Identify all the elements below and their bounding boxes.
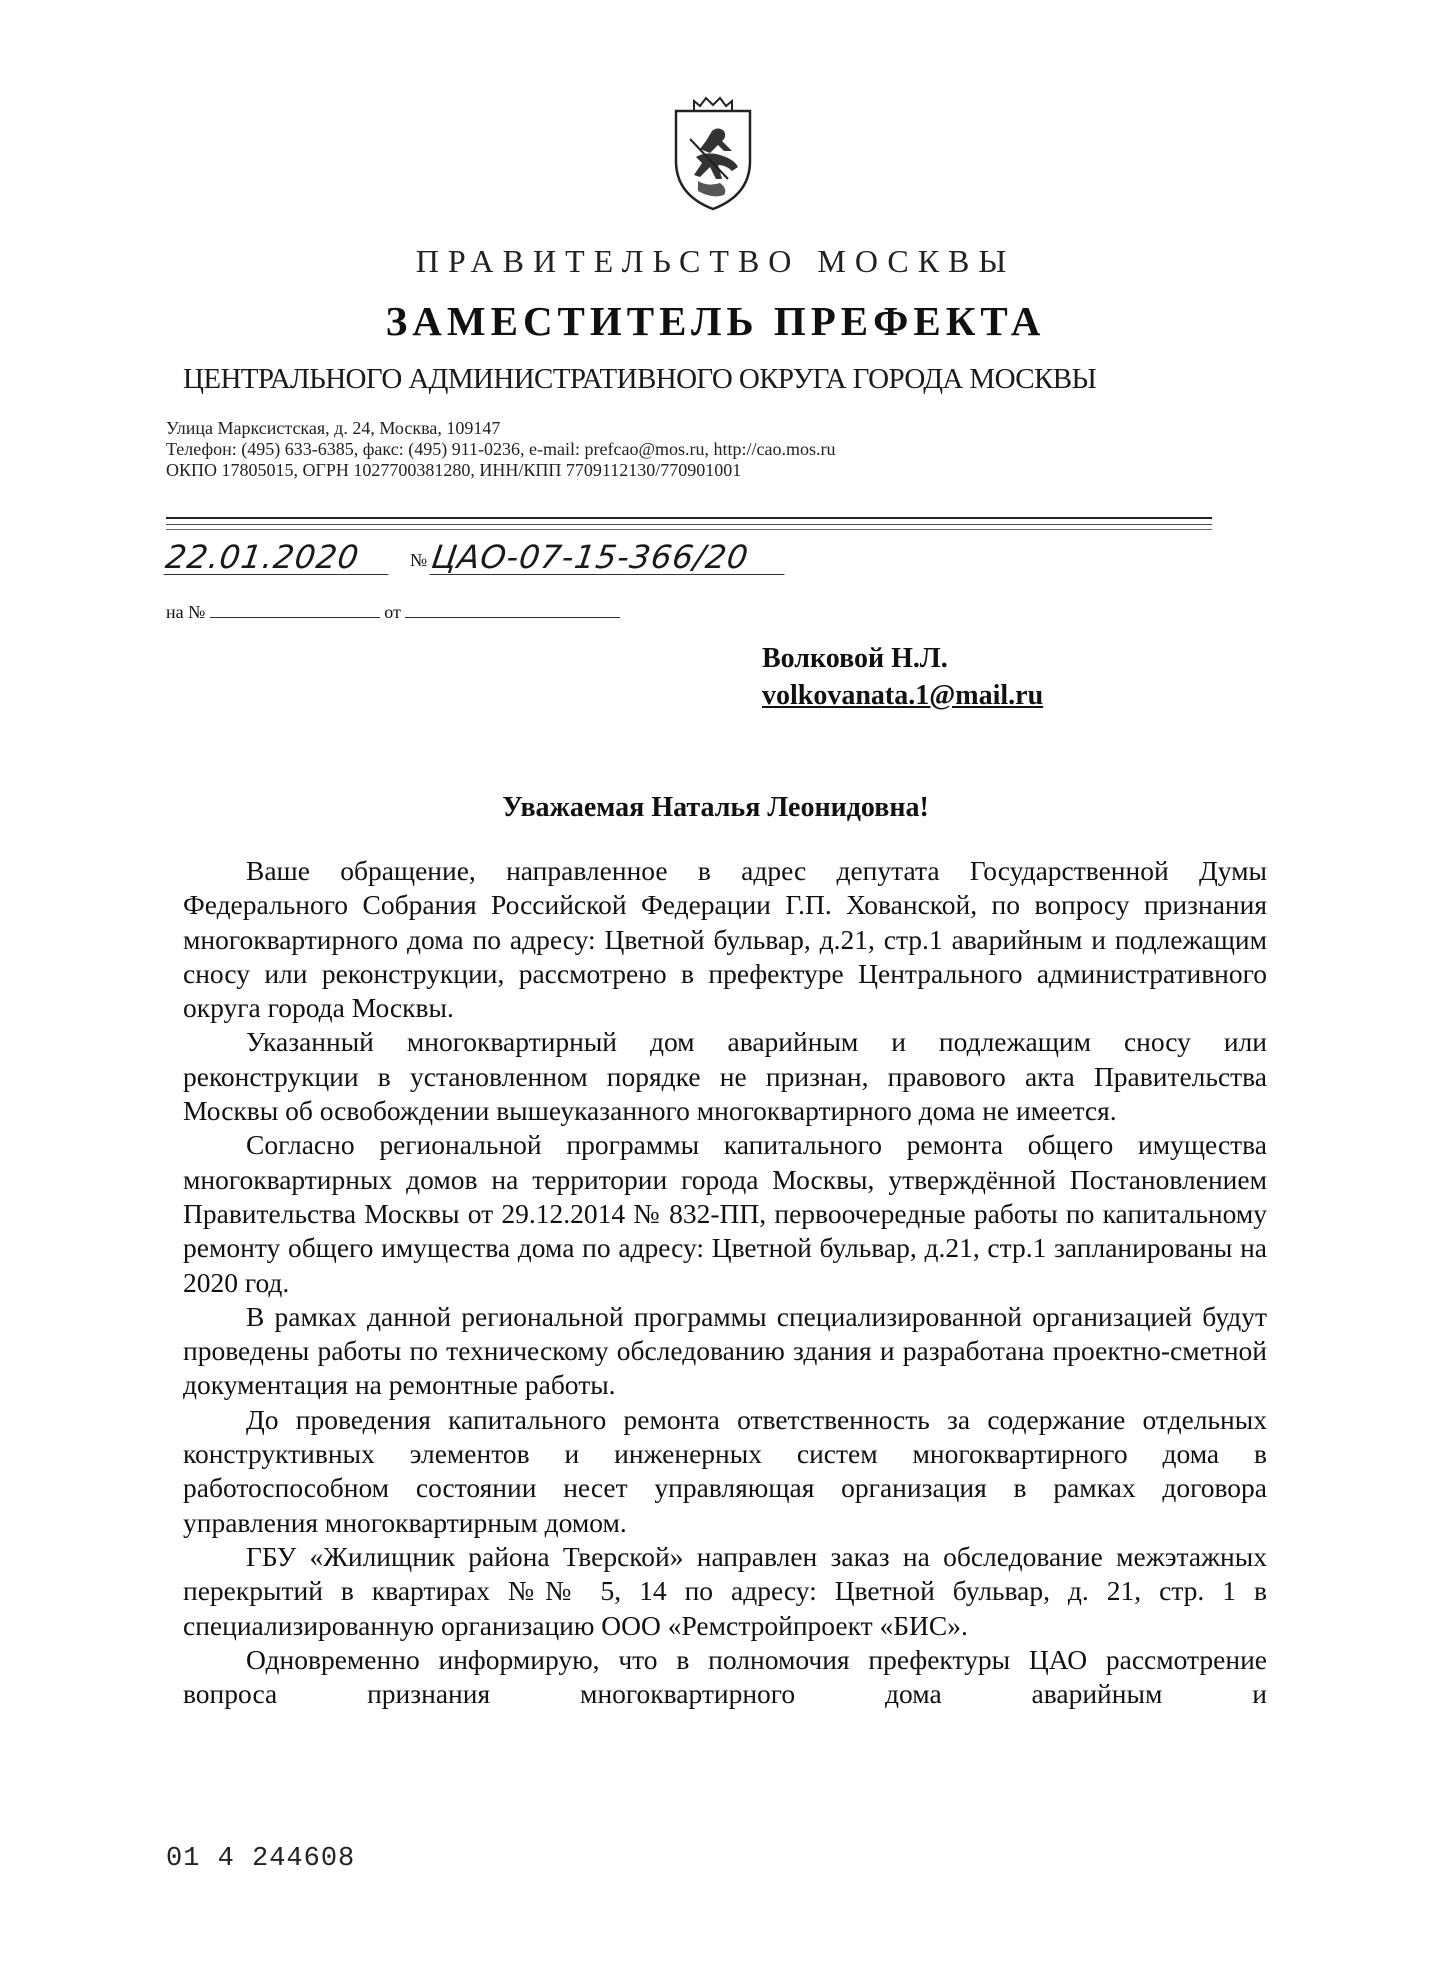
ref-number-blank [210, 603, 380, 618]
moscow-coat-of-arms-icon [668, 95, 758, 213]
contact-block [166, 418, 836, 481]
position-title: ЗАМЕСТИТЕЛЬ ПРЕФЕКТА [385, 298, 1046, 344]
header-divider [166, 524, 1212, 525]
salutation: Уважаемая Наталья Леонидовна! [502, 792, 929, 823]
letter-body [183, 854, 1267, 1711]
recipient-email: volkovanata.1@mail.ru [762, 680, 1044, 711]
recipient-name: Волковой Н.Л. [762, 643, 948, 674]
registry-codes-line: ОКПО 17805015, ОГРН 1027700381280, ИНН/КПП 7709112130/770901001 [166, 460, 742, 480]
registration-number: ЦАО-07-15-366/20 [429, 538, 789, 575]
paragraph: Одновременно информирую, что в полномочия префектуры ЦАО рассмотрение вопроса признания многоквартирного дома аварийным и [183, 1643, 1267, 1710]
header-divider [166, 529, 1212, 530]
paragraph: Указанный многоквартирный дом аварийным и подлежащим сносу или реконструкции в установленном порядке не признан, правового акта Правительства Москвы об освобождении вышеуказанного многоквартирного дома не имеется. [183, 1026, 1267, 1127]
ref-number-label: на № [166, 602, 206, 622]
address-line: Улица Марксистская, д. 24, Москва, 109147 [166, 418, 501, 438]
ref-date-blank [405, 603, 620, 618]
paragraph: В рамках данной региональной программы специализированной организацией будут проведены работы по техническому обследованию здания и разработана проектно-сметной документация на ремонтные работы. [183, 1300, 1267, 1401]
paragraph: Согласно региональной программы капитального ремонта общего имущества многоквартирных домов на территории города Москвы, утверждённой Постановлением Правительства Москвы от 29.12.2014 № 832-ПП, первоочередные работы по капитальному ремонту общего имущества дома по адресу: Цветной бульвар, д.21, стр.1 запланированы на 2020 год. [183, 1129, 1267, 1298]
district-title: ЦЕНТРАЛЬНОГО АДМИНИСТРАТИВНОГО ОКРУГА ГОРОДА МОСКВЫ [183, 363, 1097, 395]
paragraph: ГБУ «Жилищник района Тверской» направлен заказ на обследование межэтажных перекрытий в квартирах №№ 5, 14 по адресу: Цветной бульвар, д. 21, стр. 1 в специализированную организацию ООО «Ремстройпроект «БИС». [183, 1540, 1267, 1641]
paragraph: До проведения капитального ремонта ответственность за содержание отдельных конструктивных элементов и инженерных систем многоквартирного дома в работоспособном состоянии несет управляющая организация в рамках договора управления многоквартирным домом. [183, 1403, 1267, 1538]
government-title: ПРАВИТЕЛЬСТВО МОСКВЫ [415, 243, 1016, 279]
recipient-block [762, 640, 1043, 714]
paragraph: Ваше обращение, направленное в адрес депутата Государственной Думы Федерального Собрания Российской Федерации Г.П. Хованской, по вопросу признания многоквартирного дома по адресу: Цветной бульвар, д.21, стр.1 аварийным и подлежащим сносу или реконструкции, рассмотрено в префектуре Центрального административного округа города Москвы. [183, 855, 1267, 1024]
ref-from-label: от [384, 602, 401, 622]
reference-line [166, 602, 620, 623]
footer-code: 01 4 244608 [166, 1844, 356, 1874]
header-divider [166, 517, 1212, 519]
number-label: № [410, 550, 428, 570]
registration-date: 22.01.2020 [163, 538, 393, 575]
phone-line: Телефон: (495) 633-6385, факс: (495) 911-0236, e-mail: prefcao@mos.ru, http://cao.mos.ru [166, 439, 836, 459]
